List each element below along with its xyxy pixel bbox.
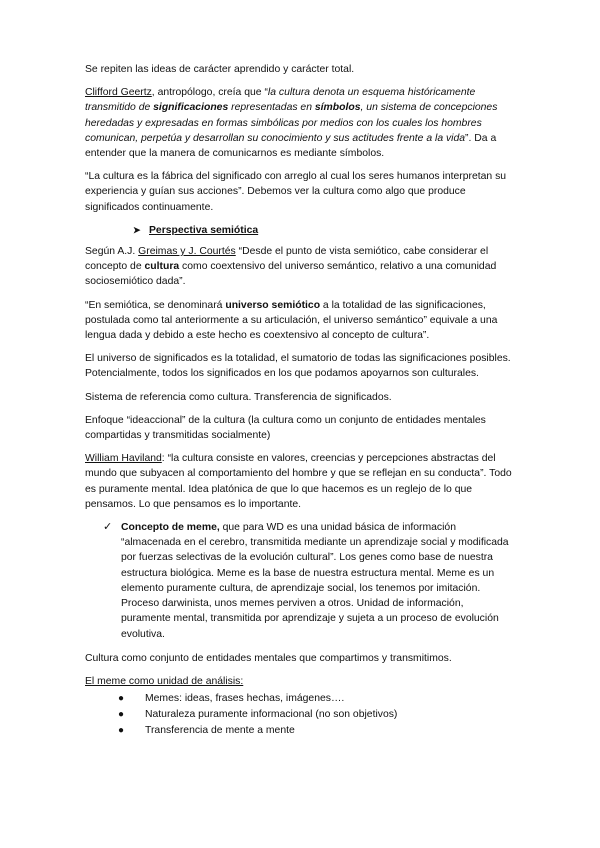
document-page bbox=[85, 62, 515, 739]
list-item: ● Naturaleza puramente informacional (no son objetivos) bbox=[85, 707, 515, 723]
subheading-unidad: El meme como unidad de análisis: bbox=[85, 675, 244, 687]
checkmark-bullet-icon: ✓ bbox=[103, 521, 113, 534]
list-item: ● Memes: ideas, frases hechas, imágenes…. bbox=[85, 691, 515, 707]
author-haviland: William Haviland bbox=[85, 453, 162, 465]
bullet-list bbox=[85, 691, 515, 739]
meme-title: Concepto de meme, bbox=[121, 522, 220, 534]
paragraph-geertz: Clifford Geertz, antropólogo, creía que “la cultura denota un esquema históricamente transmitido de significaciones representadas en símbolos, un sistema de concepciones heredadas y expresadas en formas simbólicas por medios con los cuales los hombres comunican, perpetúa y desarrollan su conocimiento y sus actitudes frente a la vida”. Da a entender que la manera de comunicarnos es mediante símbolos. bbox=[85, 87, 498, 160]
list-item: ● Transferencia de mente a mente bbox=[85, 723, 515, 739]
section-heading: ➤ Perspectiva semiótica bbox=[133, 223, 515, 238]
paragraph-sistema: Sistema de referencia como cultura. Transferencia de significados. bbox=[85, 391, 392, 403]
round-bullet-icon: ● bbox=[118, 693, 125, 705]
paragraph-conjunto: Cultura como conjunto de entidades mentales que compartimos y transmitimos. bbox=[85, 652, 452, 664]
author-geertz: Clifford Geertz bbox=[85, 87, 152, 99]
paragraph-fabrica: “La cultura es la fábrica del significado con arreglo al cual los seres humanos interpretan su experiencia y guían sus acciones”. Debemos ver la cultura como algo que produce significados continuamente. bbox=[85, 171, 507, 213]
paragraph-semiotica: “En semiótica, se denominará universo semiótico a la totalidad de las significaciones, postulada como tal anteriormente a su articulación, el universo semántico” equivale a una lengua dada y debido a este hecho es coextensivo al concepto de cultura”. bbox=[85, 299, 498, 342]
round-bullet-icon: ● bbox=[118, 709, 125, 721]
paragraph-greimas: Según A.J. Greimas y J. Courtés “Desde el punto de vista semiótico, cabe considerar el concepto de cultura como coextensivo del universo semántico, relativo a una comunidad sociosemiótico dada”. bbox=[85, 246, 497, 288]
paragraph-repiten: Se repiten las ideas de carácter aprendido y carácter total. bbox=[85, 64, 355, 75]
author-greimas: Greimas y J. Courtés bbox=[138, 246, 236, 258]
paragraph-universo: El universo de significados es la totalidad, el sumatorio de todas las significaciones posibles. Potencialmente, todos los significados en los que podamos apoyarnos son culturales. bbox=[85, 353, 511, 380]
arrow-bullet-icon: ➤ bbox=[133, 224, 141, 235]
paragraph-enfoque: Enfoque “ideaccional” de la cultura (la cultura como un conjunto de entidades mentales compartidas y transmitidas socialmente) bbox=[85, 414, 486, 442]
meme-text: que para WD es una unidad básica de información “almacenada en el cerebro, transmitida mediante un aprendizaje social y modificada por fuerzas selectivas de la evolución cultural”. Los genes como base de nuestra estructura biológica. Meme es la base de nuestra estructura mental. Meme es un elemento puramente cultura, de aprendizaje social, los tenemos por imitación. Proceso darwinista, unos memes perviven a otros. Unidad de información, puramente mental, transmitida por aprendizaje y sujeta a un proceso de evolución evolutiva. bbox=[121, 522, 509, 640]
round-bullet-icon: ● bbox=[118, 725, 125, 737]
meme-checklist-item bbox=[85, 520, 515, 642]
paragraph-haviland: William Haviland: “la cultura consiste en valores, creencias y percepciones abstractas del mundo que subyacen al comportamiento del hombre y que se reflejan en su conducta”. Todo es puramente mental. Idea platónica de que lo que hacemos es un reglejo de lo que pensamos. Lo que pensamos es lo importante. bbox=[85, 453, 512, 510]
